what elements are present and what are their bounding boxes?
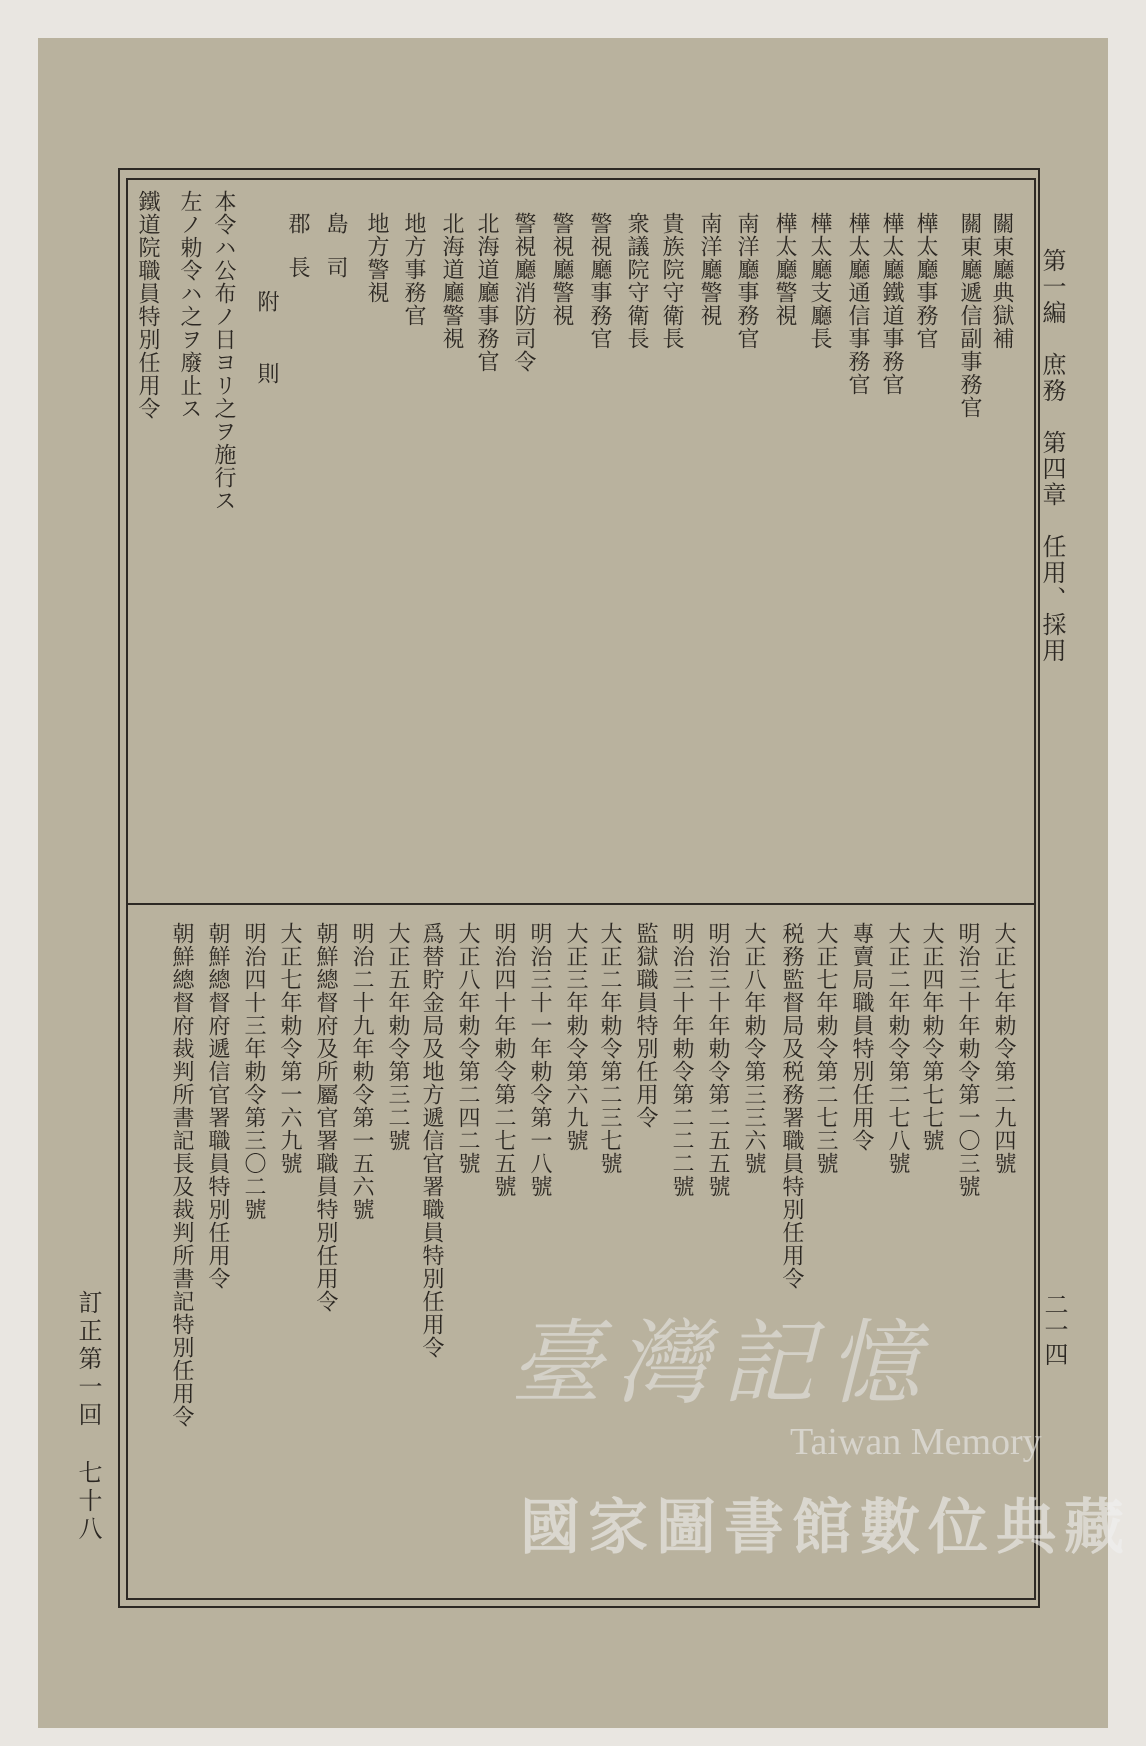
watermark-english: Taiwan Memory bbox=[790, 1421, 1042, 1463]
lower-entry: 爲替貯金局及地方遞信官署職員特別任用令 bbox=[419, 922, 444, 1359]
upper-entry: 貴族院守衛長 bbox=[659, 212, 684, 350]
upper-entry: 島司 bbox=[323, 212, 348, 300]
lower-entry: 大正七年勅令第二九四號 bbox=[991, 922, 1016, 1175]
footer-sheet: 七十八 bbox=[74, 1460, 102, 1544]
lower-entry: 專賣局職員特別任用令 bbox=[849, 922, 874, 1152]
lower-entry: 明治二十九年勅令第一五六號 bbox=[349, 922, 374, 1221]
upper-entry: 郡長 bbox=[285, 212, 310, 300]
lower-entry: 大正七年勅令第二七三號 bbox=[813, 922, 838, 1175]
upper-entry: 地方事務官 bbox=[401, 212, 426, 327]
upper-entry: 樺太廳警視 bbox=[772, 212, 797, 327]
supplementary-heading: 附 則 bbox=[254, 290, 279, 398]
page-number: 二一四 bbox=[1040, 1292, 1068, 1367]
lower-entry: 大正四年勅令第七七號 bbox=[919, 922, 944, 1152]
lower-entry: 朝鮮總督府裁判所書記長及裁判所書記特別任用令 bbox=[169, 922, 194, 1428]
lower-entry: 大正五年勅令第三二號 bbox=[385, 922, 410, 1152]
lower-entry: 大正二年勅令第二三七號 bbox=[597, 922, 622, 1175]
upper-entry: 樺太廳鐵道事務官 bbox=[879, 212, 904, 396]
upper-entry: 北海道廳事務官 bbox=[474, 212, 499, 373]
upper-entry: 警視廳事務官 bbox=[587, 212, 612, 350]
upper-entry: 南洋廳警視 bbox=[697, 212, 722, 327]
lower-entry: 大正三年勅令第六九號 bbox=[563, 922, 588, 1152]
lower-entry: 大正二年勅令第二七八號 bbox=[885, 922, 910, 1175]
lower-entry: 朝鮮總督府遞信官署職員特別任用令 bbox=[205, 922, 230, 1290]
upper-entry: 警視廳警視 bbox=[549, 212, 574, 327]
section-divider bbox=[126, 903, 1034, 905]
upper-entry: 衆議院守衛長 bbox=[624, 212, 649, 350]
upper-entry: 南洋廳事務官 bbox=[734, 212, 759, 350]
lower-entry: 明治三十年勅令第二五五號 bbox=[705, 922, 730, 1198]
watermark-script: 臺灣記憶 bbox=[510, 1310, 935, 1417]
upper-entry: 地方警視 bbox=[364, 212, 389, 304]
supplementary-line: 本令ハ公布ノ日ヨリ之ヲ施行ス bbox=[211, 190, 236, 512]
lower-entry: 明治四十年勅令第二七五號 bbox=[491, 922, 516, 1198]
upper-entry: 樺太廳事務官 bbox=[913, 212, 938, 350]
footer-edition: 訂正第一回 bbox=[74, 1290, 102, 1430]
lower-entry: 明治三十年勅令第二二二號 bbox=[669, 922, 694, 1198]
running-head: 第一編 庶務 第四章 任用、採用 bbox=[1038, 248, 1066, 664]
lower-entry: 大正八年勅令第二四二號 bbox=[455, 922, 480, 1175]
upper-entry: 樺太廳支廳長 bbox=[807, 212, 832, 350]
upper-entry: 關東廳遞信副事務官 bbox=[957, 212, 982, 419]
upper-entry: 關東廳典獄補 bbox=[989, 212, 1014, 350]
lower-entry: 監獄職員特別任用令 bbox=[633, 922, 658, 1129]
lower-entry: 大正七年勅令第一六九號 bbox=[277, 922, 302, 1175]
lower-entry: 明治三十年勅令第一〇三號 bbox=[955, 922, 980, 1198]
lower-entry: 明治三十一年勅令第一八號 bbox=[527, 922, 552, 1198]
lower-entry: 税務監督局及税務署職員特別任用令 bbox=[779, 922, 804, 1290]
upper-entry: 樺太廳通信事務官 bbox=[845, 212, 870, 396]
lower-entry: 大正八年勅令第三三六號 bbox=[741, 922, 766, 1175]
upper-entry: 北海道廳警視 bbox=[439, 212, 464, 350]
watermark-institution: 國家圖書館數位典藏 bbox=[520, 1493, 1132, 1563]
upper-entry: 警視廳消防司令 bbox=[511, 212, 536, 373]
lower-entry: 明治四十三年勅令第三〇二號 bbox=[241, 922, 266, 1221]
supplementary-line: 鐵道院職員特別任用令 bbox=[135, 190, 160, 420]
supplementary-line: 左ノ勅令ハ之ヲ廢止ス bbox=[177, 190, 202, 420]
lower-entry: 朝鮮總督府及所屬官署職員特別任用令 bbox=[313, 922, 338, 1313]
